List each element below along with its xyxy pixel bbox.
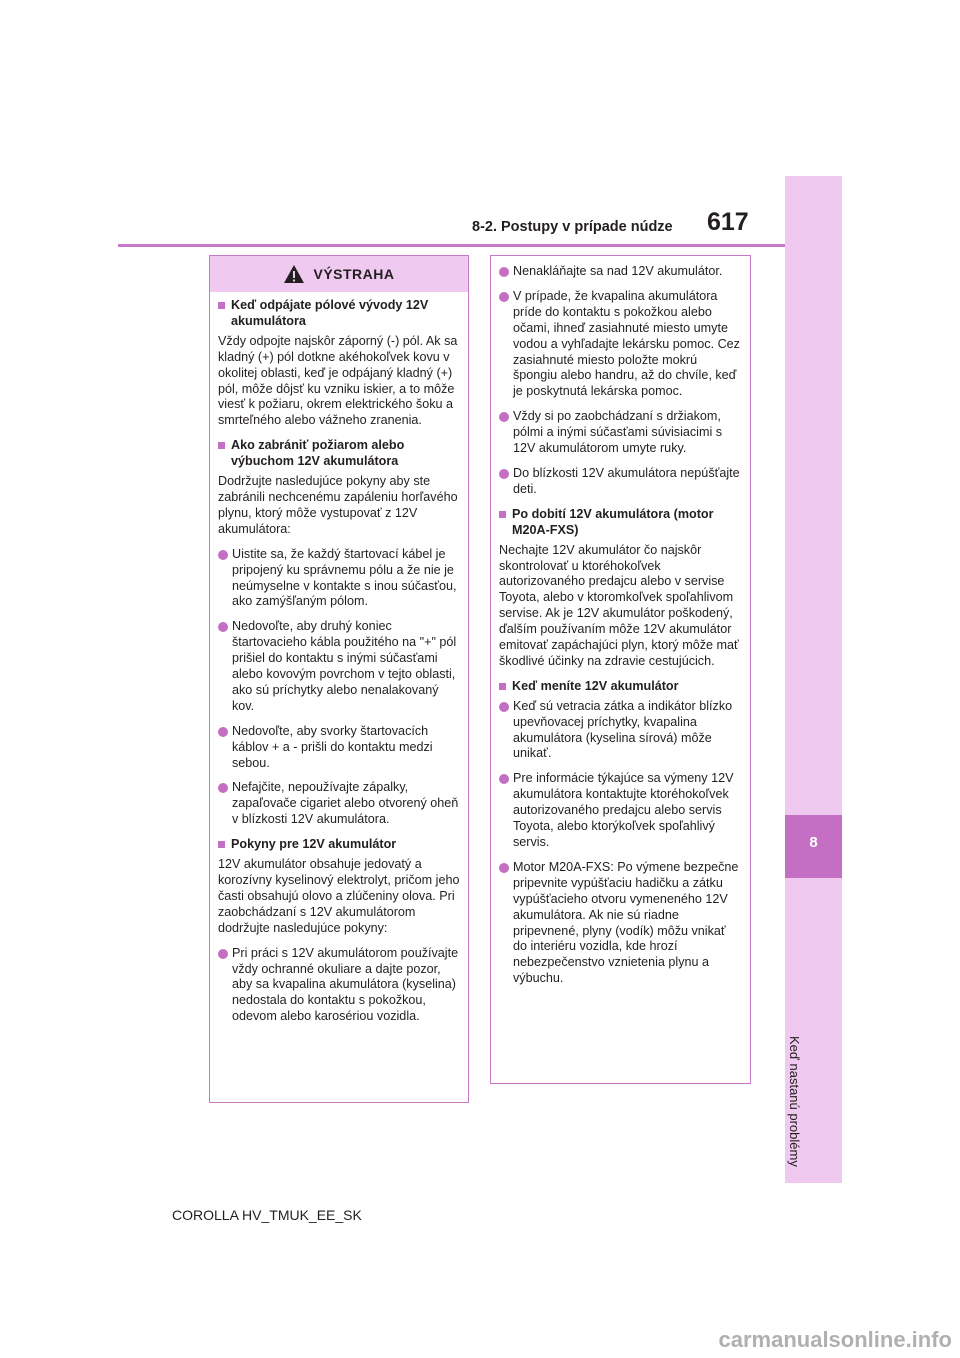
paragraph: Nechajte 12V akumulátor čo najskôr skontrolovať u ktoréhokoľvek autorizovaného predajcu alebo v servise Toyota, alebo v ktoromkoľvek spoľahlivom servise. Ak je 12V akumulátor poškodený, ďalším používaním môže 12V akumulátor emitovať zapáchajúci plyn, ktorý môže mať škodlivé účinky na zdravie cestujúcich. (499, 542, 739, 668)
footer-model: COROLLA HV_TMUK_EE_SK (172, 1207, 362, 1223)
list-item-text: Nedovoľte, aby svorky štartovacích káblov + a - prišli do kontaktu medzi sebou. (232, 723, 433, 770)
list-item-text: Pri práci s 12V akumulátorom používajte vždy ochranné okuliare a dajte pozor, aby sa kvapalina akumulátora (kyselina) nedostala do kontaktu s pokožkou, odevom alebo karosériou vozidla. (232, 945, 459, 1024)
square-bullet-icon (218, 302, 225, 309)
circle-bullet-icon (499, 469, 509, 479)
list-item-text: Nenakláňajte sa nad 12V akumulátor. (513, 264, 723, 278)
side-tab (785, 176, 842, 1183)
section-heading (218, 438, 460, 470)
square-bullet-icon (499, 511, 506, 518)
heading-text: Pokyny pre 12V akumulátor (231, 837, 397, 852)
list-item (499, 699, 742, 763)
circle-bullet-icon (218, 783, 228, 793)
list-item-text: Do blízkosti 12V akumulátora nepúšťajte deti. (513, 465, 740, 496)
heading-text: Po dobití 12V akumulátora (motor M20A-FXS) (512, 506, 714, 537)
circle-bullet-icon (218, 949, 228, 959)
list-item-text: V prípade, že kvapalina akumulátora príde do kontaktu s pokožkou alebo očami, ihneď zasiahnuté miesto umyte vodou a vyhľadajte lekársku pomoc. Cez zasiahnuté miesto položte mokrú špongiu alebo handru, až do chvíle, keď je poskytnutá lekárska pomoc. (513, 288, 740, 399)
heading-text: Keď odpájate pólové vývody 12V akumulátora (231, 298, 429, 328)
circle-bullet-icon (499, 774, 509, 784)
list-item-text: Nefajčite, nepoužívajte zápalky, zapaľovače cigariet alebo otvorený oheň v blízkosti 12V akumulátora. (232, 780, 459, 827)
list-item (218, 619, 460, 714)
list-item-text: Vždy si po zaobchádzaní s držiakom, pólmi a inými súčasťami súvisiacimi s 12V akumulátorom umyte ruky. (513, 409, 723, 456)
heading-text: Ako zabrániť požiarom alebo výbuchom 12V akumulátora (231, 438, 405, 469)
side-tab-number: 8 (809, 834, 818, 851)
circle-bullet-icon (218, 550, 228, 560)
circle-bullet-icon (499, 702, 509, 712)
heading-text: Keď meníte 12V akumulátor (512, 678, 679, 693)
warning-header (210, 256, 468, 292)
circle-bullet-icon (499, 412, 509, 422)
list-item (218, 780, 460, 828)
list-item (218, 724, 460, 772)
square-bullet-icon (218, 442, 225, 449)
paragraph: 12V akumulátor obsahuje jedovatý a korozívny kyselinový elektrolyt, pričom jeho časti obsahujú olovo a zlúčeniny olova. Pri zaobchádzaní s 12V akumulátorom dodržujte nasledujúce pokyny: (218, 857, 460, 935)
list-item (499, 289, 742, 400)
circle-bullet-icon (499, 292, 509, 302)
circle-bullet-icon (499, 267, 509, 277)
warning-title: VÝSTRAHA (313, 266, 395, 282)
page-number: 617 (707, 208, 749, 236)
paragraph: Dodržujte nasledujúce pokyny aby ste zabránili nechcenému zapáleniu horľavého plynu, ktorý môže vystupovať z 12V akumulátora: (218, 474, 458, 536)
section-heading (499, 679, 742, 695)
watermark: carmanualsonline.info (718, 1327, 952, 1352)
header-rule (118, 244, 785, 247)
list-item-text: Keď sú vetracia zátka a indikátor blízko upevňovacej príchytky, kvapalina akumulátora (kyselina sírová) môže unikať. (513, 698, 733, 761)
paragraph: Vždy odpojte najskôr záporný (-) pól. Ak sa kladný (+) pól dotkne akéhokoľvek kovu v okolitej oblasti, keď je odpájaný kladný (+) pól, môže dôjsť ku vzniku iskier, a to môže viesť k požiaru, okrem elektrického šoku a smrteľného alebo vážneho zranenia. (218, 333, 458, 428)
list-item-text: Uistite sa, že každý štartovací kábel je pripojený ku správnemu pólu a že nie je neúmyselne v kontakte s inou súčasťou, ako zamýšľaným pólom. (232, 546, 457, 609)
list-item (499, 264, 742, 280)
left-content (210, 292, 468, 1025)
list-item (218, 946, 460, 1026)
warning-panel-left (209, 255, 469, 1103)
circle-bullet-icon (218, 622, 228, 632)
right-content (491, 256, 750, 987)
warning-triangle-icon (283, 264, 305, 284)
list-item-text: Nedovoľte, aby druhý koniec štartovacieho kábla použitého na "+" pól prišiel do kontaktu s inými súčasťami alebo kovovým povrchom v tejto oblasti, ako sú príchytky alebo nenalakovaný kov. (232, 619, 457, 713)
warning-panel-right (490, 255, 751, 1084)
circle-bullet-icon (218, 727, 228, 737)
side-tab-label: Keď nastanú problémy (787, 1036, 802, 1167)
list-item (499, 860, 742, 987)
list-item-text: Motor M20A-FXS: Po výmene bezpečne pripevnite vypúšťaciu hadičku a zátku vypúšťacieho otvoru vymeneného 12V akumulátora. Ak nie sú riadne pripevnené, plyny (vodík) môžu vnikať do interiéru vozidla, kde hrozí nebezpečenstvo vznietenia plynu a výbuchu. (513, 859, 739, 986)
square-bullet-icon (218, 841, 225, 848)
section-heading (218, 298, 460, 330)
list-item (499, 771, 742, 851)
list-item (499, 466, 742, 498)
list-item (499, 409, 742, 457)
section-heading (218, 837, 460, 853)
list-item-text: Pre informácie týkajúce sa výmeny 12V akumulátora kontaktujte ktoréhokoľvek autorizovaného predajcu alebo servis Toyota, alebo ktorýkoľvek spoľahlivý servis. (513, 771, 734, 849)
circle-bullet-icon (499, 863, 509, 873)
list-item (218, 547, 460, 611)
square-bullet-icon (499, 683, 506, 690)
section-title: 8-2. Postupy v prípade núdze (472, 219, 673, 235)
section-heading (499, 507, 742, 539)
